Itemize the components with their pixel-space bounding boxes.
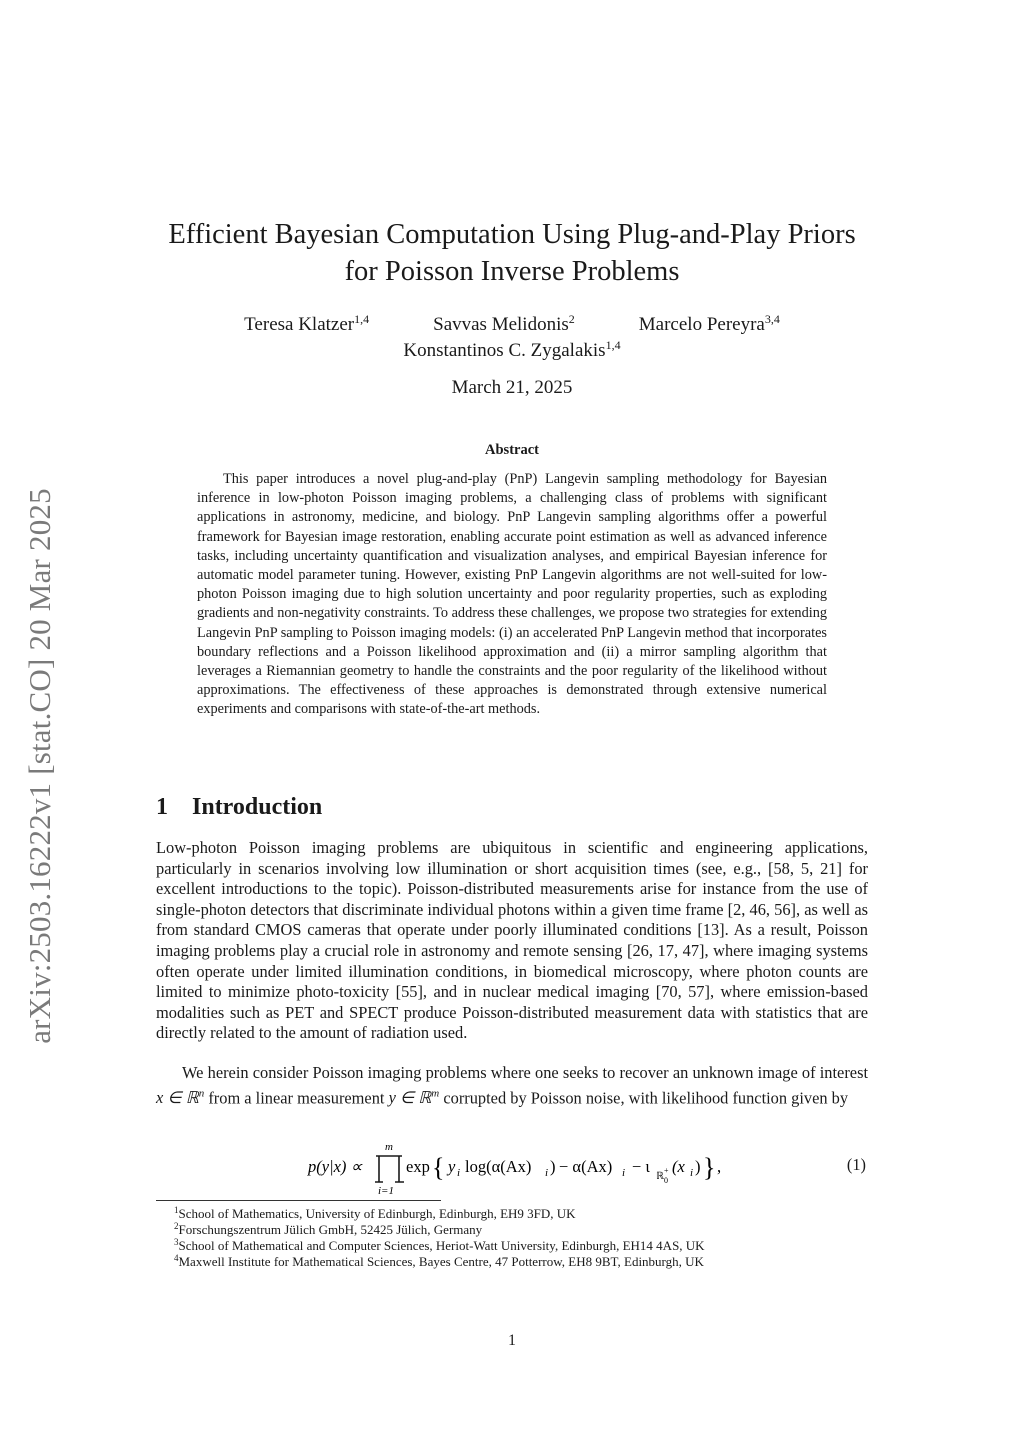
arxiv-identifier-text: arXiv:2503.16222v1 [stat.CO] 20 Mar 2025 [22,488,58,1044]
eq-comma: , [717,1157,722,1176]
eq-prod-top: m [385,1141,393,1153]
author-affiliation: 1,4 [354,312,370,326]
arxiv-identifier-stamp [14,442,66,1090]
footnote: $^1$School of Mathematics, University of Edinburgh, Edinburgh, EH9 3FD, UK [174,1205,576,1221]
eq-ind-sup: + [664,1166,669,1175]
author: Teresa Klatzer$^{1,4}$ [244,312,370,335]
footnote-rule [156,1200,441,1201]
paper-title [150,216,874,290]
eq-term1-sub: i [545,1167,549,1179]
author-affiliation: 1,4 [605,338,621,352]
eq-minus1: − α(Ax) [559,1157,613,1176]
eq-term1: log(α(Ax) [465,1157,532,1176]
page-number: 1 [508,1332,516,1349]
eq-minus1-sub: i [622,1167,626,1179]
title-line-2: for Poisson Inverse Problems [344,256,680,287]
footnote: $^3$School of Mathematical and Computer Sciences, Heriot-Watt University, Edinburgh, EH14 4AS, UK [174,1237,705,1253]
author-affiliation: 3,4 [764,312,780,326]
intro-paragraph-2: We herein consider Poisson imaging problems where one seeks to recover an unknown image of interest x ∈ ℝ$^n$ from a linear measurement y ∈ ℝ$^m$ corrupted by Poisson noise, with likelihood function given by [156,1063,868,1108]
author-list [150,312,874,364]
paper-date: March 21, 2025 [451,377,573,398]
footnotes [174,1206,874,1270]
author: Savvas Melidonis$^2$ [433,312,575,335]
eq-close-paren-2: ) [695,1157,701,1176]
intro-paragraph-1: Low-photon Poisson imaging problems are ubiquitous in scientific and engineering applications, particularly in scenarios involving low illumination or short acquisition times (see, e.g., [58, 5, 21] for excellent introductions to the topic). Poisson-distributed measurements arise for instance from the use of single-photon detectors that discriminate individual photons within a given time frame [2, 46, 56], as well as from standard CMOS cameras that operate under poorly illuminated conditions [13]. As a result, Poisson imaging problems play a crucial role in astronomy and remote sensing [26, 17, 47], where imaging systems often operate under limited illumination conditions, in biomedical microscopy, where photon counts are limited to minimize photo-toxicity [55], and in nuclear medical imaging [70, 57], where emission-based modalities such as PET and SPECT produce Poisson-distributed measurement data with statistics that are directly related to the amount of radiation used. [156,838,868,1043]
eq-y-sub: i [457,1167,461,1179]
eq-lhs: p(y|x) ∝ [308,1157,363,1176]
eq-minus2: − ι [632,1157,650,1176]
inline-math-y: y ∈ ℝ$^m$ [388,1087,440,1108]
likelihood-equation [156,1140,868,1194]
footnote: $^4$Maxwell Institute for Mathematical Sciences, Bayes Centre, 47 Potterrow, EH8 9BT, Edinburgh, UK [174,1253,704,1269]
author: Konstantinos C. Zygalakis$^{1,4}$ [403,338,621,361]
eq-prod-bottom: i=1 [378,1185,394,1196]
section-number: 1 [156,794,168,820]
product-symbol [375,1156,404,1182]
abstract-heading: Abstract [485,442,539,458]
author-row-2 [150,338,874,364]
eq-arg-sub: i [690,1167,694,1179]
eq-close-paren: ) [550,1157,556,1176]
equation-graphic [156,1140,776,1196]
eq-exp: exp [406,1157,430,1176]
section-heading [156,794,322,821]
eq-ind-sub: ℝ [656,1171,664,1182]
equation-number: (1) [846,1155,866,1174]
eq-left-brace: { [432,1153,445,1182]
inline-math-x: x ∈ ℝ$^n$ [156,1087,205,1108]
title-line-1: Efficient Bayesian Computation Using Plug-and-Play Priors [168,219,856,250]
footnote: $^2$Forschungszentrum Jülich GmbH, 52425 Jülich, Germany [174,1221,483,1237]
section-title: Introduction [192,794,323,820]
eq-ind-sub0: 0 [664,1176,668,1185]
author: Marcelo Pereyra$^{3,4}$ [638,312,780,335]
eq-right-brace: } [703,1153,716,1182]
author-affiliation: 2 [568,312,575,326]
eq-arg: (x [672,1157,685,1176]
author-row-1 [150,312,874,338]
abstract-text: This paper introduces a novel plug-and-play (PnP) Langevin sampling methodology for Bayesian inference in low-photon Poisson imaging problems, a challenging class of problems with significant applications in astronomy, medicine, and biology. PnP Langevin sampling algorithms offer a powerful framework for Bayesian image restoration, enabling accurate point estimation as well as advanced inference tasks, including uncertainty quantification and visualization analyses, and empirical Bayesian inference for automatic model parameter tuning. However, existing PnP Langevin algorithms are not well-suited for low-photon Poisson imaging due to high solution uncertainty and poor regularity properties, such as exploding gradients and non-negativity constraints. To address these challenges, we propose two strategies for extending Langevin PnP sampling to Poisson imaging models: (i) an accelerated PnP Langevin method that incorporates boundary reflections and a Poisson likelihood approximation and (ii) a mirror sampling algorithm that leverages a Riemannian geometry to handle the constraints and the poor regularity of the likelihood without approximations. The effectiveness of these approaches is demonstrated through extensive numerical experiments and comparisons with state-of-the-art methods. [197,471,827,718]
eq-y: y [448,1157,456,1176]
